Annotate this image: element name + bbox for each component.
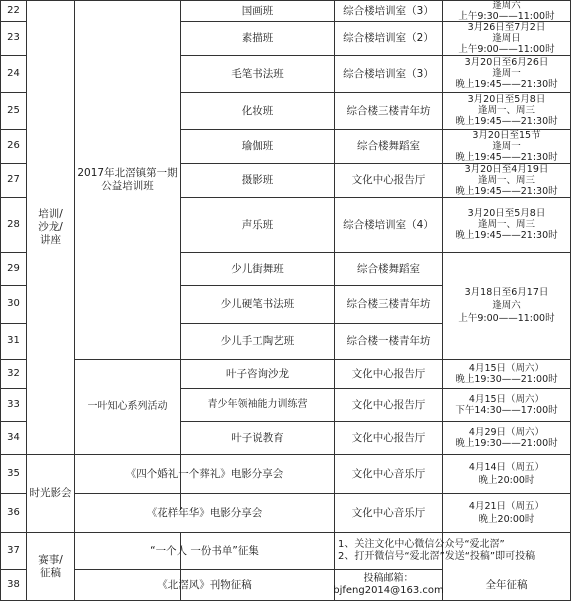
event-name: 素描班 [241,32,274,44]
schedule: 4月15日（周六） 晚上19:30——21:00时 [455,362,558,385]
event-name: 声乐班 [241,218,274,231]
schedule: 3月20日至15节 逢周一 晚上19:45——21:30时 [455,129,558,163]
event-name: 国画班 [241,4,274,17]
event-name: 叶子咨询沙龙 [226,367,289,380]
row-number: 32 [7,367,20,379]
schedule: 3月18日至6月17日 逢周六 上午9:00——11:00时 [458,287,555,324]
schedule: 4月29日（周六） 晚上19:30——21:00时 [455,426,558,449]
event-name: “一个人 一份书单”征集 [150,544,259,557]
row-number: 37 [7,544,20,556]
venue: 文化中心报告厅 [351,398,426,411]
row-number: 25 [7,104,20,116]
group-yizhi: 一叶知心系列活动 [87,400,168,412]
venue: 综合楼三楼青年坊 [346,104,431,117]
row-number: 29 [7,262,20,274]
row-number: 35 [7,467,20,479]
event-name: 叶子说教育 [231,431,284,444]
event-name: 《北滘风》刊物征稿 [157,579,252,591]
category-training: 培训/ 沙龙/ 讲座 [38,207,63,246]
venue: 文化中心报告厅 [351,174,426,186]
row-number: 22 [7,4,20,16]
row-number: 28 [7,218,20,230]
schedule: 全年征稿 [485,578,528,591]
schedule: 4月21日（周五） 晚上20:00时 [468,500,545,525]
schedule: 3月20日至6月26日 逢周一 晚上19:45——21:30时 [455,57,558,90]
event-name: 少儿街舞班 [231,262,284,275]
event-name: 《花样年华》电影分享会 [146,506,263,519]
row-number: 23 [7,32,20,43]
row-number: 33 [7,398,20,410]
schedule: 3月20日至5月8日 逢周一、周三 晚上19:45——21:30时 [455,94,558,127]
schedule: 4月15日（周六） 下午14:30——17:00时 [455,393,558,416]
row-number: 27 [7,174,20,185]
row-number: 24 [7,67,20,79]
schedule: 逢周六 上午9:30——11:00时 [458,0,555,22]
venue: 文化中心报告厅 [351,367,426,380]
venue: 综合楼一楼青年坊 [346,335,431,347]
venue: 文化中心音乐厅 [351,506,426,519]
venue: 综合楼三楼青年坊 [346,298,431,310]
row-number: 26 [7,140,20,151]
row-number: 30 [7,298,20,309]
venue: 综合楼舞蹈室 [357,262,420,275]
schedule: 3月20日至4月19日 逢周一、周三 晚上19:45——21:30时 [455,163,558,197]
group-public-class: 2017年北滘镇第一期 公益培训班 [77,166,178,192]
event-name: 瑜伽班 [241,140,274,152]
venue-submission-instructions: 1、关注文化中心微信公众号“爱北滘” 2、打开微信号“爱北滘”发送“投稿”即可投稿 [338,538,536,562]
schedule: 3月20日至5月8日 逢周一、周三 晚上19:45——21:30时 [455,208,558,241]
venue: 综合楼培训室（3） [343,67,434,80]
schedule: 3月26日至7月2日 逢周日 上午9:00——11:00时 [458,21,555,55]
schedule: 4月14日（周五） 晚上20:00时 [468,461,545,486]
venue: 综合楼培训室（4） [343,218,434,231]
event-name: 少儿手工陶艺班 [220,335,295,347]
category-contest: 赛事/ 征稿 [38,553,63,579]
event-name: 化妆班 [241,104,274,117]
event-name: 毛笔书法班 [231,67,284,80]
event-name: 青少年领袖能力训练营 [207,398,308,410]
event-name: 《四个婚礼一个葬礼》电影分享会 [125,467,284,480]
venue-submission-email: 投稿邮箱： bjfeng2014@163.com [333,573,444,596]
row-number: 31 [7,335,20,346]
category-film: 时光影会 [29,486,72,499]
venue: 综合楼舞蹈室 [357,140,420,152]
venue: 综合楼培训室（3） [343,4,434,17]
row-number: 36 [7,506,20,518]
venue: 综合楼培训室（2） [343,32,434,44]
row-number: 34 [7,431,20,443]
venue: 文化中心音乐厅 [351,467,426,480]
row-number: 38 [7,579,20,590]
event-name: 摄影班 [241,174,274,186]
venue: 文化中心报告厅 [351,431,426,444]
event-name: 少儿硬笔书法班 [220,298,295,310]
